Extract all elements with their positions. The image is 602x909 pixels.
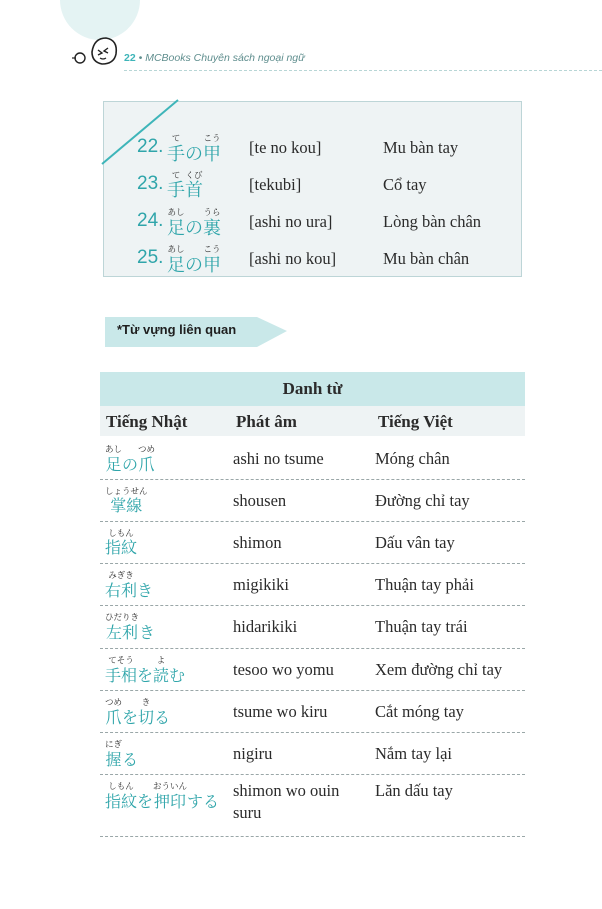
furigana: みぎき [105,571,138,581]
japanese-term-part: 右利みぎき [105,571,138,600]
furigana: しもん [105,782,138,792]
cell-pronunciation: nigiru [233,744,273,763]
vocab-romaji: [ashi no ura] [249,212,333,231]
cell-vietnamese: Lăn dấu tay [375,781,453,800]
furigana: しもん [105,529,138,539]
table-row [100,563,525,606]
japanese-term-part: 爪つめ [105,698,123,727]
publisher-name: MCBooks Chuyên sách ngoại ngữ [145,52,305,64]
japanese-term-part: 読よ [153,656,170,685]
furigana [139,613,155,623]
furigana [137,571,153,581]
japanese-term-part: の [185,255,203,276]
furigana [137,782,153,792]
furigana [185,134,203,144]
furigana: にぎ [105,740,123,750]
header-divider [124,70,602,71]
cell-vietnamese: Thuận tay phải [375,575,474,594]
furigana: て [167,171,185,181]
vocab-romaji: [tekubi] [249,175,302,194]
vocab-number: 24. [137,210,164,231]
cell-pronunciation: tsume wo kiru [233,702,328,721]
japanese-term-part: 甲こう [203,245,221,276]
furigana [137,656,153,666]
furigana: おういん [153,782,188,792]
japanese-term-part: 首くび [185,171,203,201]
vocab-vietnamese: Mu bàn chân [383,249,470,268]
cell-vietnamese: Xem đường chỉ tay [375,660,503,679]
furigana [187,782,219,792]
col-header-japanese: Tiếng Nhật [106,412,188,431]
cell-japanese [105,656,185,686]
table-row [100,437,525,480]
furigana: き [138,698,155,708]
table-row [100,521,525,564]
japanese-term-part: を [122,708,138,727]
table-title: Danh từ [100,372,525,406]
cell-japanese [105,782,219,812]
furigana: あし [167,208,185,218]
cell-pronunciation: shimon [233,533,282,552]
vocab-item [104,167,521,201]
japanese-term-part: の [185,144,203,165]
vocab-item [104,204,521,239]
col-header-pronunciation: Phát âm [236,412,297,431]
vocab-romaji: [ashi no kou] [249,249,337,268]
japanese-term-part: を [137,666,153,685]
cell-vietnamese: Đường chỉ tay [375,491,470,510]
japanese-term-part: 手て [167,134,185,165]
vocab-japanese [167,208,221,240]
vocab-vietnamese: Cổ tay [383,175,427,194]
cell-japanese [105,613,155,643]
japanese-term-part: 指紋しもん [105,529,138,557]
vocab-japanese [167,134,221,166]
vocab-number: 22. [137,136,164,157]
furigana: ひだりき [105,613,140,623]
vocab-number: 25. [137,247,164,268]
related-banner-label: *Từ vựng liên quan [117,322,237,337]
japanese-term-part: る [154,708,170,727]
japanese-term-part: 握にぎ [105,740,123,769]
japanese-term-part: む [169,666,185,685]
cell-japanese [105,529,137,558]
cell-pronunciation: migikiki [233,575,289,594]
cell-pronunciation: hidarikiki [233,617,298,636]
vocab-number: 23. [137,173,164,194]
vocab-item [104,130,521,165]
cell-pronunciation: shousen [233,491,287,510]
vocab-japanese [167,171,203,202]
cell-vietnamese: Thuận tay trái [375,617,468,636]
col-header-vietnamese: Tiếng Việt [378,412,453,431]
japanese-term-part: き [139,623,155,642]
furigana: しょうせん [105,487,148,497]
cell-japanese [105,487,148,516]
cell-vietnamese: Móng chân [375,449,450,468]
furigana: うら [203,208,221,218]
japanese-term-part: 甲こう [203,134,221,165]
cell-vietnamese: Dấu vân tay [375,533,455,552]
japanese-term-part: 爪つめ [138,445,156,474]
furigana [169,656,185,666]
japanese-term-part: 手て [167,171,185,201]
furigana: あし [105,445,123,455]
table-column-headers [100,406,525,436]
furigana [185,245,203,255]
furigana: て [167,134,185,144]
vocab-box [103,101,522,277]
japanese-term-part: する [187,792,219,811]
furigana: つめ [105,698,123,708]
vocab-romaji: [te no kou] [249,138,322,157]
table-row [100,605,525,649]
cell-japanese [105,698,170,728]
table-row [100,732,525,775]
furigana [122,740,138,750]
vocab-vietnamese: Mu bàn tay [383,138,459,157]
furigana: くび [185,171,203,181]
table-row [100,648,525,691]
cell-vietnamese: Nắm tay lại [375,744,452,763]
vocab-vietnamese: Lòng bàn chân [383,212,482,231]
furigana: つめ [138,445,156,455]
furigana: てそう [105,656,138,666]
japanese-term-part: 足あし [167,208,185,239]
table-row [100,774,525,837]
furigana [122,698,138,708]
furigana: こう [203,134,221,144]
japanese-term-part: 裏うら [203,208,221,239]
vocab-japanese [167,245,221,277]
cell-pronunciation: ashi no tsume [233,449,324,468]
furigana: こう [203,245,221,255]
furigana: よ [153,656,170,666]
japanese-term-part: 指紋しもん [105,782,138,811]
japanese-term-part: の [122,455,138,474]
vocab-item [104,241,521,276]
table-row [100,690,525,733]
header-separator: • [138,52,143,64]
furigana: あし [167,245,185,255]
page-number: 22 [124,52,136,64]
japanese-term-part: 押印おういん [153,782,188,811]
japanese-term-part: 足あし [167,245,185,276]
furigana [154,698,170,708]
cell-vietnamese: Cắt móng tay [375,702,464,721]
japanese-term-part: 掌線しょうせん [105,487,148,515]
cell-pronunciation: tesoo wo yomu [233,660,334,679]
japanese-term-part: 手相てそう [105,656,138,685]
cell-japanese [105,445,155,475]
japanese-term-part: の [185,218,203,239]
cell-japanese [105,740,138,770]
page-header [124,52,305,64]
mascot-icon [70,30,122,70]
furigana [122,445,138,455]
japanese-term-part: 足あし [105,445,123,474]
table-row [100,479,525,522]
japanese-term-part: る [122,750,138,769]
cell-pronunciation: shimon wo ouin suru [233,781,340,822]
cell-japanese [105,571,153,601]
japanese-term-part: 切き [138,698,155,727]
furigana [185,208,203,218]
japanese-term-part: 左利ひだりき [105,613,140,642]
japanese-term-part: き [137,581,153,600]
japanese-term-part: を [137,792,153,811]
